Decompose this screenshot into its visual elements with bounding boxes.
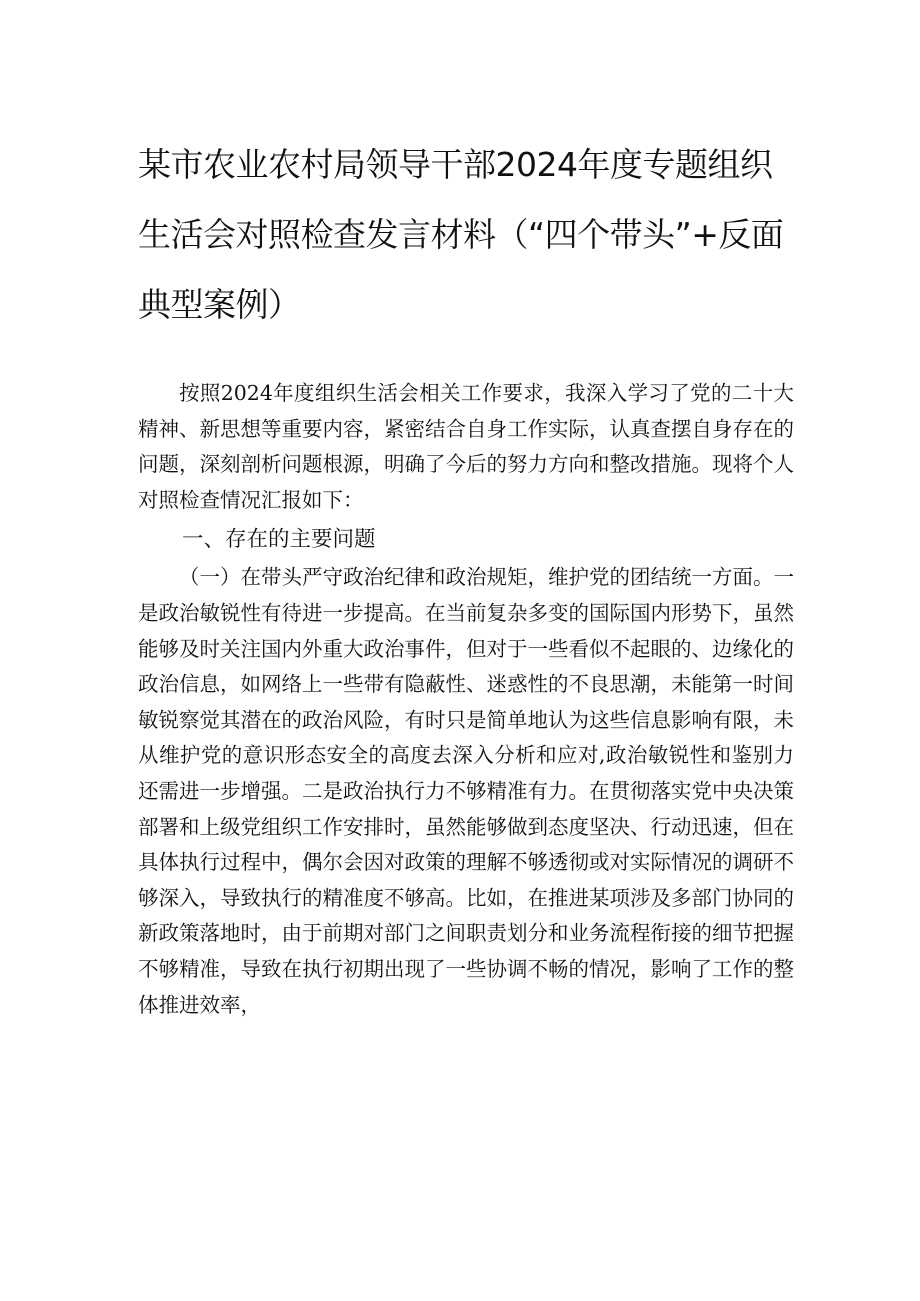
intro-paragraph: 按照2024年度组织生活会相关工作要求，我深入学习了党的二十大精神、新思想等重要内容，紧密结合自身工作实际，认真查摆自身存在的问题，深刻剖析问题根源，明确了今后的努力方向和整改措施。现将个人对照检查情况汇报如下： [138,381,794,512]
section-heading: 一、存在的主要问题 [182,527,376,553]
section-paragraph: （一）在带头严守政治纪律和政治规矩，维护党的团结统一方面。一是政治敏锐性有待进一步提高。在当前复杂多变的国际国内形势下，虽然能够及时关注国内外重大政治事件，但对于一些看似不起眼的、边缘化的政治信息，如网络上一些带有隐蔽性、迷惑性的不良思潮，未能第一时间敏锐察觉其潜在的政治风险，有时只是简单地认为这些信息影响有限，未从维护党的意识形态安全的高度去深入分析和应对,政治敏锐性和鉴别力还需进一步增强。二是政治执行力不够精准有力。在贯彻落实党中央决策部署和上级党组织工作安排时，虽然能够做到态度坚决、行动迅速，但在具体执行过程中，偶尔会因对政策的理解不够透彻或对实际情况的调研不够深入，导致执行的精准度不够高。比如，在推进某项涉及多部门协同的新政策落地时，由于前期对部门之间职责划分和业务流程衔接的细节把握不够精准，导致在执行初期出现了一些协调不畅的情况，影响了工作的整体推进效率， [138,565,794,1017]
document-body [138,376,794,1023]
document-title: 某市农业农村局领导干部2024年度专题组织生活会对照检查发言材料（“四个带头”+反面典型案例） [138,145,784,324]
